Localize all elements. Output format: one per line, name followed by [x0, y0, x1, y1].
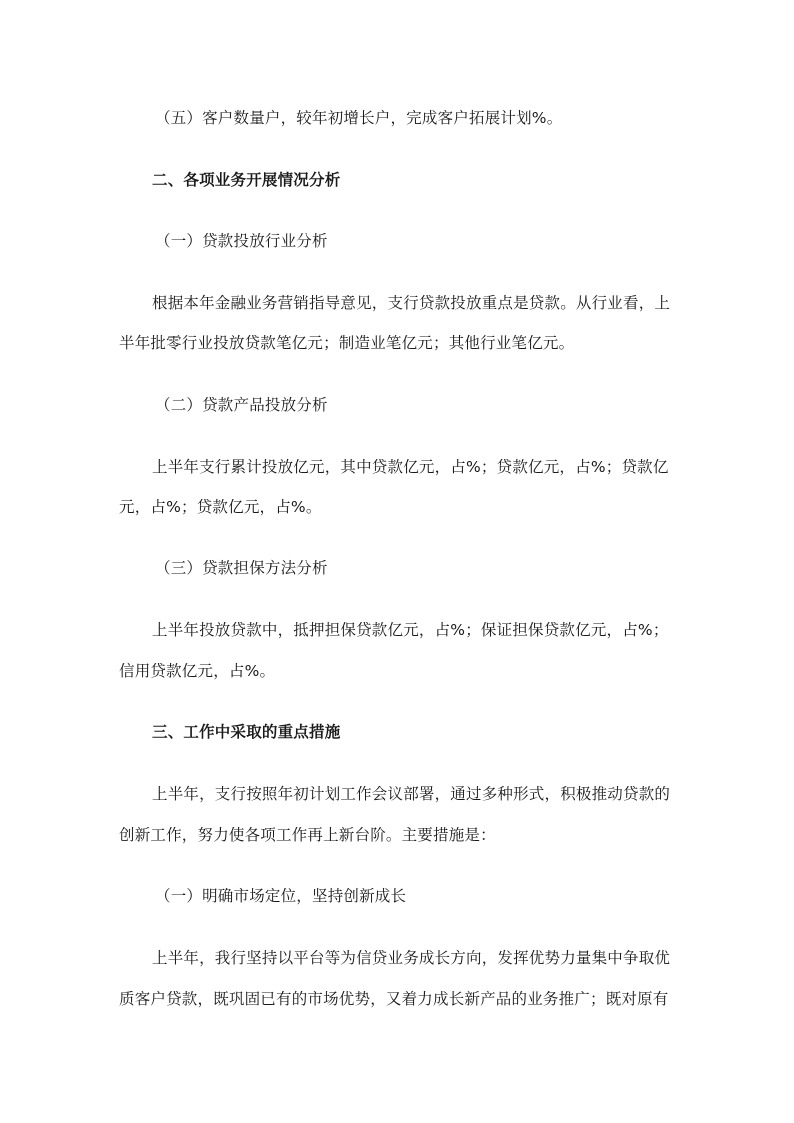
sub-three-heading: （三）贷款担保方法分析: [155, 559, 328, 577]
paragraph-one-line-1: 根据本年金融业务营销指导意见，支行贷款投放重点是贷款。从行业看，上: [152, 294, 671, 312]
sub-two-heading: （二）贷款产品投放分析: [155, 396, 328, 414]
paragraph-five-line-1: 上半年，我行坚持以平台等为信贷业务成长方向，发挥优势力量集中争取优: [152, 949, 671, 967]
sub-one-heading: （一）贷款投放行业分析: [155, 232, 328, 250]
section-two-heading: 二、各项业务开展情况分析: [152, 171, 341, 189]
paragraph-four-line-2: 创新工作，努力使各项工作再上新台阶。主要措施是：: [119, 826, 496, 844]
paragraph-five-line-2: 质客户贷款，既巩固已有的市场优势，又着力成长新产品的业务推广；既对原有: [119, 990, 669, 1008]
measure-one-heading: （一）明确市场定位，坚持创新成长: [155, 887, 407, 905]
paragraph-two-line-2: 元，占%；贷款亿元，占%。: [119, 498, 322, 516]
paragraph-one-line-2: 半年批零行业投放贷款笔亿元；制造业笔亿元；其他行业笔亿元。: [119, 334, 575, 352]
section-three-heading: 三、工作中采取的重点措施: [152, 723, 341, 741]
paragraph-two-line-1: 上半年支行累计投放亿元，其中贷款亿元，占%；贷款亿元，占%；贷款亿: [152, 458, 669, 476]
paragraph-three-line-1: 上半年投放贷款中，抵押担保贷款亿元，占%；保证担保贷款亿元，占%；: [152, 621, 669, 639]
paragraph-three-line-2: 信用贷款亿元，占%。: [119, 662, 276, 680]
item-five-text: （五）客户数量户，较年初增长户，完成客户拓展计划%。: [155, 109, 563, 127]
paragraph-four-line-1: 上半年，支行按照年初计划工作会议部署，通过多种形式，积极推动贷款的: [152, 785, 671, 803]
